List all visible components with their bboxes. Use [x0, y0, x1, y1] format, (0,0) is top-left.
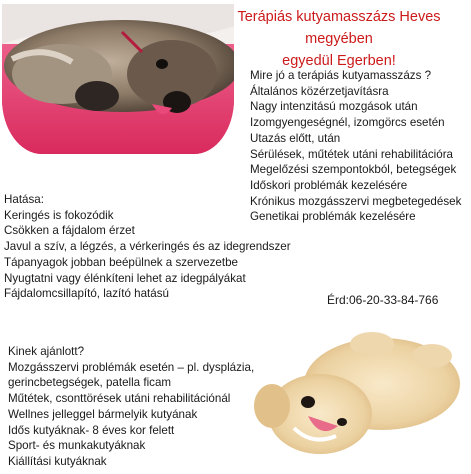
list-item: Megelőzési szempontokból, betegségek: [250, 163, 457, 177]
list-item: Javul a szív, a légzés, a vérkeringés és az idegrendszer: [4, 240, 291, 254]
benefits-heading: Mire jó a terápiás kutyamasszázs ?: [250, 69, 432, 82]
page-title: [210, 6, 468, 72]
list-item: Sport- és munkakutyáknak: [8, 439, 146, 453]
effects-heading: Hatása:: [4, 193, 44, 206]
dog-on-cushion-illustration: [2, 4, 234, 154]
list-item: Sérülések, műtétek utáni rehabilitációra: [250, 147, 453, 161]
list-item: Izomgyengeségnél, izomgörcs esetén: [250, 116, 445, 130]
list-item: Fájdalomcsillapító, lazító hatású: [4, 287, 169, 301]
list-item: Időskori problémák kezelésére: [250, 178, 408, 192]
dog-photo-cushion: [2, 4, 234, 154]
list-item: Keringés is fokozódik: [4, 208, 114, 222]
list-item: Csökken a fájdalom érzet: [4, 224, 135, 238]
title-line-1: Terápiás kutyamasszázs Heves megyében: [237, 9, 441, 47]
list-item: Általános közérzetjavításra: [250, 84, 389, 98]
recommend-list: [8, 344, 254, 470]
title-line-2: egyedül Egerben!: [282, 53, 396, 69]
list-item: Nyugtatni vagy élénkíteni lehet az idegpályákat: [4, 271, 246, 285]
list-item: Nagy intenzitású mozgások után: [250, 100, 418, 114]
contact-phone: Érd:06-20-33-84-766: [327, 293, 439, 307]
list-item: Műtétek, csonttörések utáni rehabilitációnál: [8, 392, 231, 406]
list-item: Kiállítási kutyáknak: [8, 454, 107, 468]
list-item: gerincbetegségek, patella ficam: [8, 376, 172, 390]
list-item: Mozgásszervi problémák esetén – pl. dysplázia,: [8, 360, 255, 374]
list-item: Utazás előtt, után: [250, 131, 341, 145]
list-item: Tápanyagok jobban beépülnek a szervezetbe: [4, 255, 238, 269]
recommend-heading: Kinek ajánlott?: [8, 345, 85, 358]
list-item: Krónikus mozgásszervi megbetegedések: [250, 194, 462, 208]
list-item: Genetikai problémák kezelésére: [250, 210, 416, 224]
list-item: Wellnes jelleggel bármelyik kutyának: [8, 407, 198, 421]
list-item: Idős kutyáknak- 8 éves kor felett: [8, 423, 175, 437]
effects-list: [4, 192, 291, 302]
dog-belly-up-illustration: [232, 316, 468, 472]
dog-photo-belly-up: [232, 316, 468, 472]
